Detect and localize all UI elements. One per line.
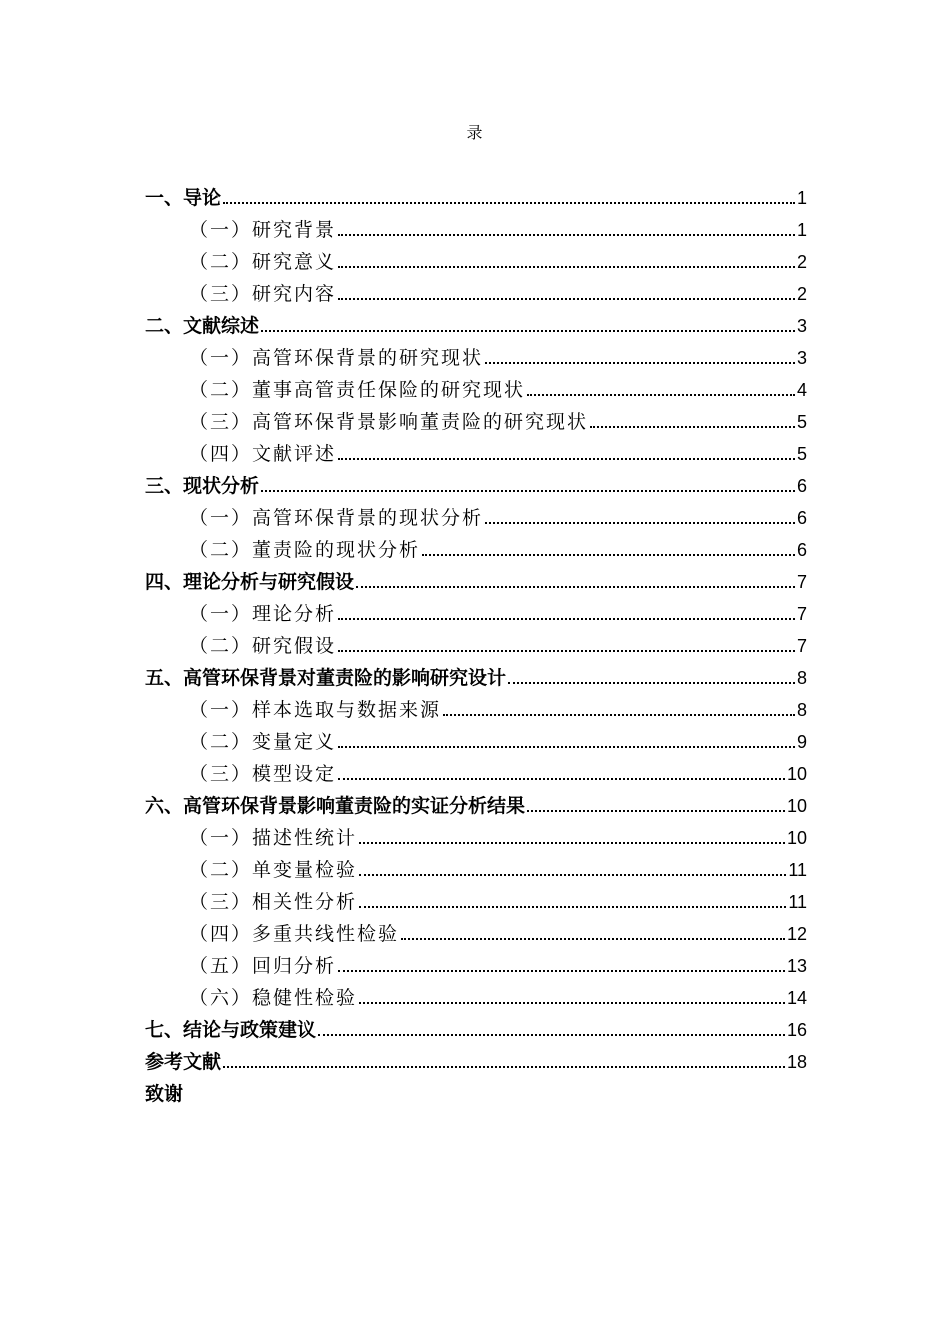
toc-dot-leader xyxy=(338,969,785,972)
toc-section-entry[interactable] xyxy=(145,244,807,276)
toc-chapter-entry[interactable] xyxy=(145,788,807,820)
toc-section-entry[interactable] xyxy=(145,724,807,756)
toc-page-number: 16 xyxy=(786,1020,807,1040)
toc-page-number: 10 xyxy=(786,764,807,784)
toc-page-number: 2 xyxy=(796,284,807,304)
toc-page-number: 10 xyxy=(786,796,807,816)
toc-section-entry[interactable] xyxy=(145,756,807,788)
toc-entry-text: 三、现状分析 xyxy=(145,475,260,497)
toc-dot-leader xyxy=(223,201,795,204)
toc-dot-leader xyxy=(485,361,795,364)
toc-section-entry[interactable] xyxy=(145,532,807,564)
toc-section-entry[interactable] xyxy=(145,948,807,980)
toc-section-entry[interactable] xyxy=(145,628,807,660)
toc-entry-text: （六）稳健性检验 xyxy=(189,987,358,1009)
toc-dot-leader xyxy=(527,809,785,812)
toc-dot-leader xyxy=(261,329,795,332)
toc-dot-leader xyxy=(485,521,795,524)
toc-chapter-entry[interactable] xyxy=(145,468,807,500)
toc-section-entry[interactable] xyxy=(145,372,807,404)
toc-page-number: 13 xyxy=(786,956,807,976)
toc-page-number: 5 xyxy=(796,444,807,464)
toc-entry-text: （二）研究假设 xyxy=(189,635,337,657)
toc-entry-text: （三）研究内容 xyxy=(189,283,337,305)
toc-page-number: 7 xyxy=(796,604,807,624)
toc-dot-leader xyxy=(527,393,795,396)
toc-section-entry[interactable] xyxy=(145,404,807,436)
toc-page-number: 10 xyxy=(786,828,807,848)
toc-dot-leader xyxy=(356,585,795,588)
toc-dot-leader xyxy=(422,553,795,556)
toc-entry-text: （二）研究意义 xyxy=(189,251,337,273)
toc-section-entry[interactable] xyxy=(145,596,807,628)
toc-chapter-entry[interactable] xyxy=(145,180,807,212)
toc-page-number: 9 xyxy=(796,732,807,752)
toc-dot-leader xyxy=(261,489,795,492)
toc-section-entry[interactable] xyxy=(145,276,807,308)
toc-entry-text: 参考文献 xyxy=(145,1051,222,1073)
toc-dot-leader xyxy=(508,681,795,684)
toc-section-entry[interactable] xyxy=(145,692,807,724)
toc-dot-leader xyxy=(338,233,795,236)
toc-page-number: 5 xyxy=(796,412,807,432)
toc-page-number: 7 xyxy=(796,636,807,656)
toc-section-entry[interactable] xyxy=(145,980,807,1012)
toc-chapter-entry[interactable] xyxy=(145,564,807,596)
table-of-contents xyxy=(145,180,807,1108)
toc-dot-leader xyxy=(338,777,785,780)
toc-section-entry[interactable] xyxy=(145,820,807,852)
toc-dot-leader xyxy=(443,713,795,716)
toc-dot-leader xyxy=(359,905,786,908)
toc-chapter-entry[interactable] xyxy=(145,1044,807,1076)
toc-entry-text: （四）文献评述 xyxy=(189,443,337,465)
toc-dot-leader xyxy=(338,745,795,748)
toc-page-number: 14 xyxy=(786,988,807,1008)
toc-entry-text: 四、理论分析与研究假设 xyxy=(145,571,355,593)
toc-dot-leader xyxy=(318,1033,785,1036)
toc-chapter-entry[interactable] xyxy=(145,1012,807,1044)
toc-entry-text: （一）描述性统计 xyxy=(189,827,358,849)
toc-section-entry[interactable] xyxy=(145,852,807,884)
toc-entry-text: （一）高管环保背景的研究现状 xyxy=(189,347,484,369)
toc-entry-text: （二）变量定义 xyxy=(189,731,337,753)
toc-entry-text: （二）单变量检验 xyxy=(189,859,358,881)
toc-entry-text: （三）高管环保背景影响董责险的研究现状 xyxy=(189,411,589,433)
toc-section-entry[interactable] xyxy=(145,340,807,372)
toc-entry-text: （一）高管环保背景的现状分析 xyxy=(189,507,484,529)
toc-entry-text: （三）相关性分析 xyxy=(189,891,358,913)
toc-entry-text: 二、文献综述 xyxy=(145,315,260,337)
toc-entry-text: （三）模型设定 xyxy=(189,763,337,785)
toc-dot-leader xyxy=(338,617,795,620)
toc-page-number: 6 xyxy=(796,508,807,528)
toc-section-entry[interactable] xyxy=(145,884,807,916)
toc-dot-leader xyxy=(359,1001,785,1004)
toc-entry-text: 一、导论 xyxy=(145,187,222,209)
toc-page-number: 8 xyxy=(796,700,807,720)
toc-chapter-entry[interactable] xyxy=(145,1076,807,1108)
toc-entry-text: （二）董事高管责任保险的研究现状 xyxy=(189,379,526,401)
toc-chapter-entry[interactable] xyxy=(145,660,807,692)
toc-section-entry[interactable] xyxy=(145,916,807,948)
toc-entry-text: （四）多重共线性检验 xyxy=(189,923,400,945)
toc-page-number: 1 xyxy=(796,188,807,208)
toc-page-number: 8 xyxy=(796,668,807,688)
toc-page-number: 6 xyxy=(796,476,807,496)
toc-entry-text: （二）董责险的现状分析 xyxy=(189,539,421,561)
toc-chapter-entry[interactable] xyxy=(145,308,807,340)
toc-dot-leader xyxy=(338,297,795,300)
toc-entry-text: （一）研究背景 xyxy=(189,219,337,241)
toc-entry-text: 六、高管环保背景影响董责险的实证分析结果 xyxy=(145,795,526,817)
toc-title: 录 xyxy=(466,125,484,142)
toc-dot-leader xyxy=(338,265,795,268)
toc-page-number: 1 xyxy=(796,220,807,240)
toc-dot-leader xyxy=(359,873,786,876)
toc-page-number: 3 xyxy=(796,348,807,368)
toc-entry-text: （一）理论分析 xyxy=(189,603,337,625)
toc-entry-text: 五、高管环保背景对董责险的影响研究设计 xyxy=(145,667,507,689)
toc-dot-leader xyxy=(401,937,785,940)
toc-section-entry[interactable] xyxy=(145,212,807,244)
toc-dot-leader xyxy=(338,649,795,652)
toc-page-number: 7 xyxy=(796,572,807,592)
toc-entry-text: 七、结论与政策建议 xyxy=(145,1019,317,1041)
toc-page-number: 6 xyxy=(796,540,807,560)
toc-dot-leader xyxy=(359,841,785,844)
toc-entry-text: （五）回归分析 xyxy=(189,955,337,977)
toc-dot-leader xyxy=(590,425,795,428)
toc-section-entry[interactable] xyxy=(145,436,807,468)
toc-entry-text: 致谢 xyxy=(145,1083,184,1105)
toc-dot-leader xyxy=(223,1065,785,1068)
toc-dot-leader xyxy=(338,457,795,460)
toc-entry-text: （一）样本选取与数据来源 xyxy=(189,699,442,721)
toc-page-number: 11 xyxy=(788,892,807,912)
toc-page-number: 2 xyxy=(796,252,807,272)
toc-page-number: 12 xyxy=(786,924,807,944)
toc-section-entry[interactable] xyxy=(145,500,807,532)
toc-page-number: 4 xyxy=(796,380,807,400)
toc-page-number: 11 xyxy=(788,860,807,880)
toc-page-number: 3 xyxy=(796,316,807,336)
toc-page-number: 18 xyxy=(786,1052,807,1072)
